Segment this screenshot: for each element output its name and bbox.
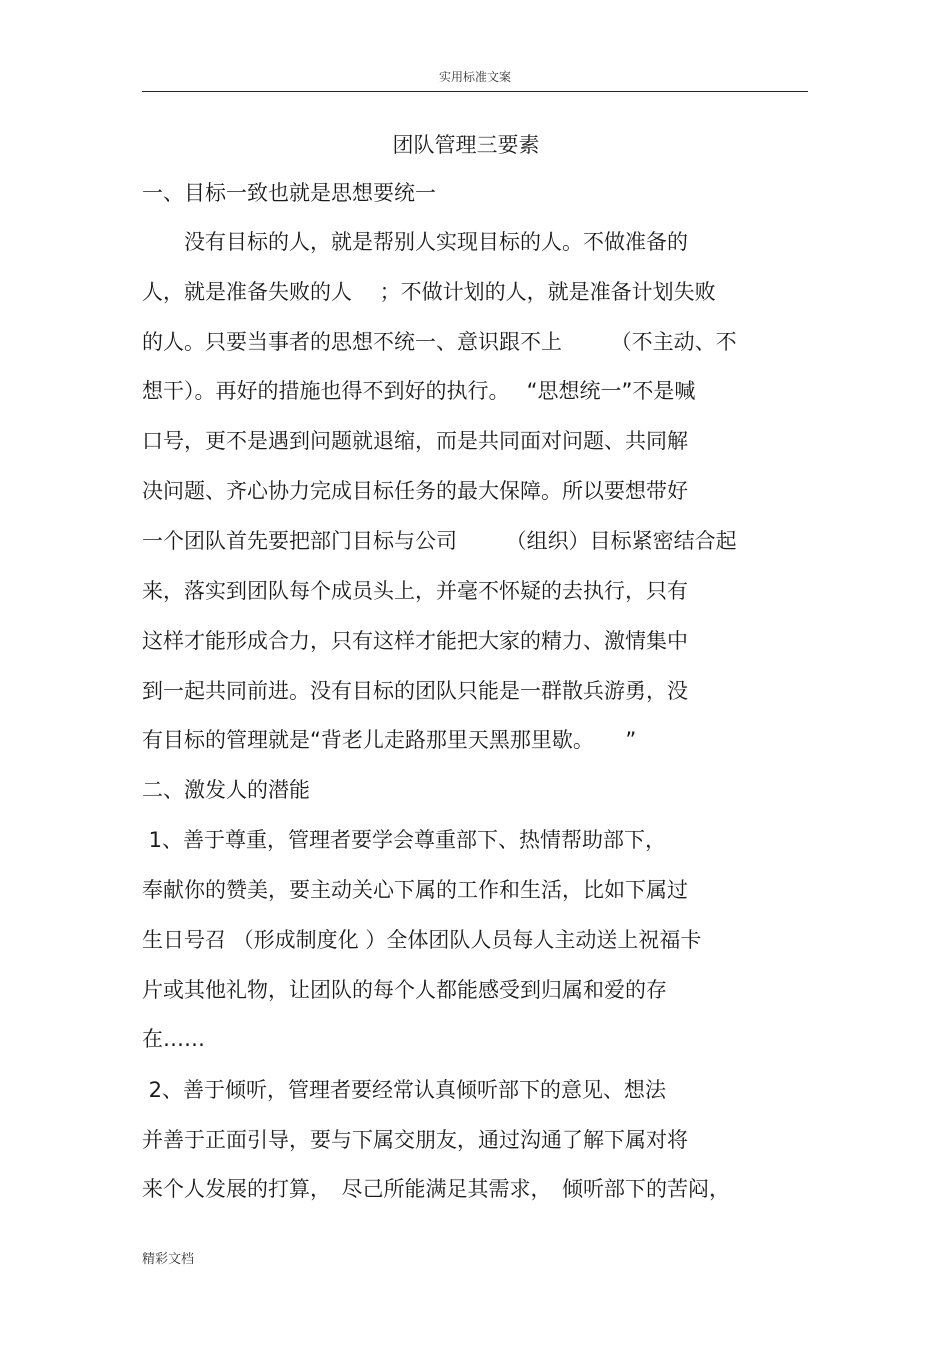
body-line: 1、善于尊重，管理者要学会尊重部下、热情帮助部下， <box>142 828 667 852</box>
body-line: 并善于正面引导，要与下属交朋友，通过沟通了解下属对将 <box>142 1128 688 1152</box>
body-line: 到一起共同前进。没有目标的团队只能是一群散兵游勇，没 <box>142 679 688 703</box>
body-line: 奉献你的赞美，要主动关心下属的工作和生活，比如下属过 <box>142 878 688 902</box>
body-line: 想干）。再好的措施也得不到好的执行。 “思想统一”不是喊 <box>142 379 696 403</box>
body-line: 生日号召 （形成制度化 ）全体团队人员每人主动送上祝福卡 <box>142 928 702 952</box>
body-line: 决问题、齐心协力完成目标任务的最大保障。所以要想带好 <box>142 479 688 503</box>
body-line: 在…… <box>142 1027 205 1051</box>
body-line: 的人。只要当事者的思想不统一、意识跟不上 （不主动、不 <box>142 330 737 354</box>
body-line: 来，落实到团队每个成员头上，并毫不怀疑的去执行，只有 <box>142 579 688 603</box>
page-footer: 精彩文档 <box>142 1252 195 1267</box>
section-heading: 二、激发人的潜能 <box>142 778 310 802</box>
document-title: 团队管理三要素 <box>392 133 540 157</box>
body-line: 这样才能形成合力，只有这样才能把大家的精力、激情集中 <box>142 629 688 653</box>
page-header: 实用标准文案 <box>438 70 511 84</box>
body-line: 没有目标的人，就是帮别人实现目标的人。不做准备的 <box>142 230 688 254</box>
body-line: 来个人发展的打算， 尽己所能满足其需求， 倾听部下的苦闷， <box>142 1177 730 1201</box>
body-line: 片或其他礼物，让团队的每个人都能感受到归属和爱的存 <box>142 978 667 1002</box>
header-divider <box>142 91 808 92</box>
body-line: 2、善于倾听，管理者要经常认真倾听部下的意见、想法 <box>142 1078 667 1102</box>
body-line: 人，就是准备失败的人 ；不做计划的人，就是准备计划失败 <box>142 280 716 304</box>
body-line: 有目标的管理就是“背老儿走路那里天黑那里歇。 ” <box>142 728 637 752</box>
body-line: 一个团队首先要把部门目标与公司 （组织）目标紧密结合起 <box>142 529 737 553</box>
body-line: 口号，更不是遇到问题就退缩，而是共同面对问题、共同解 <box>142 429 688 453</box>
body-line: 一、目标一致也就是思想要统一 <box>142 181 436 205</box>
